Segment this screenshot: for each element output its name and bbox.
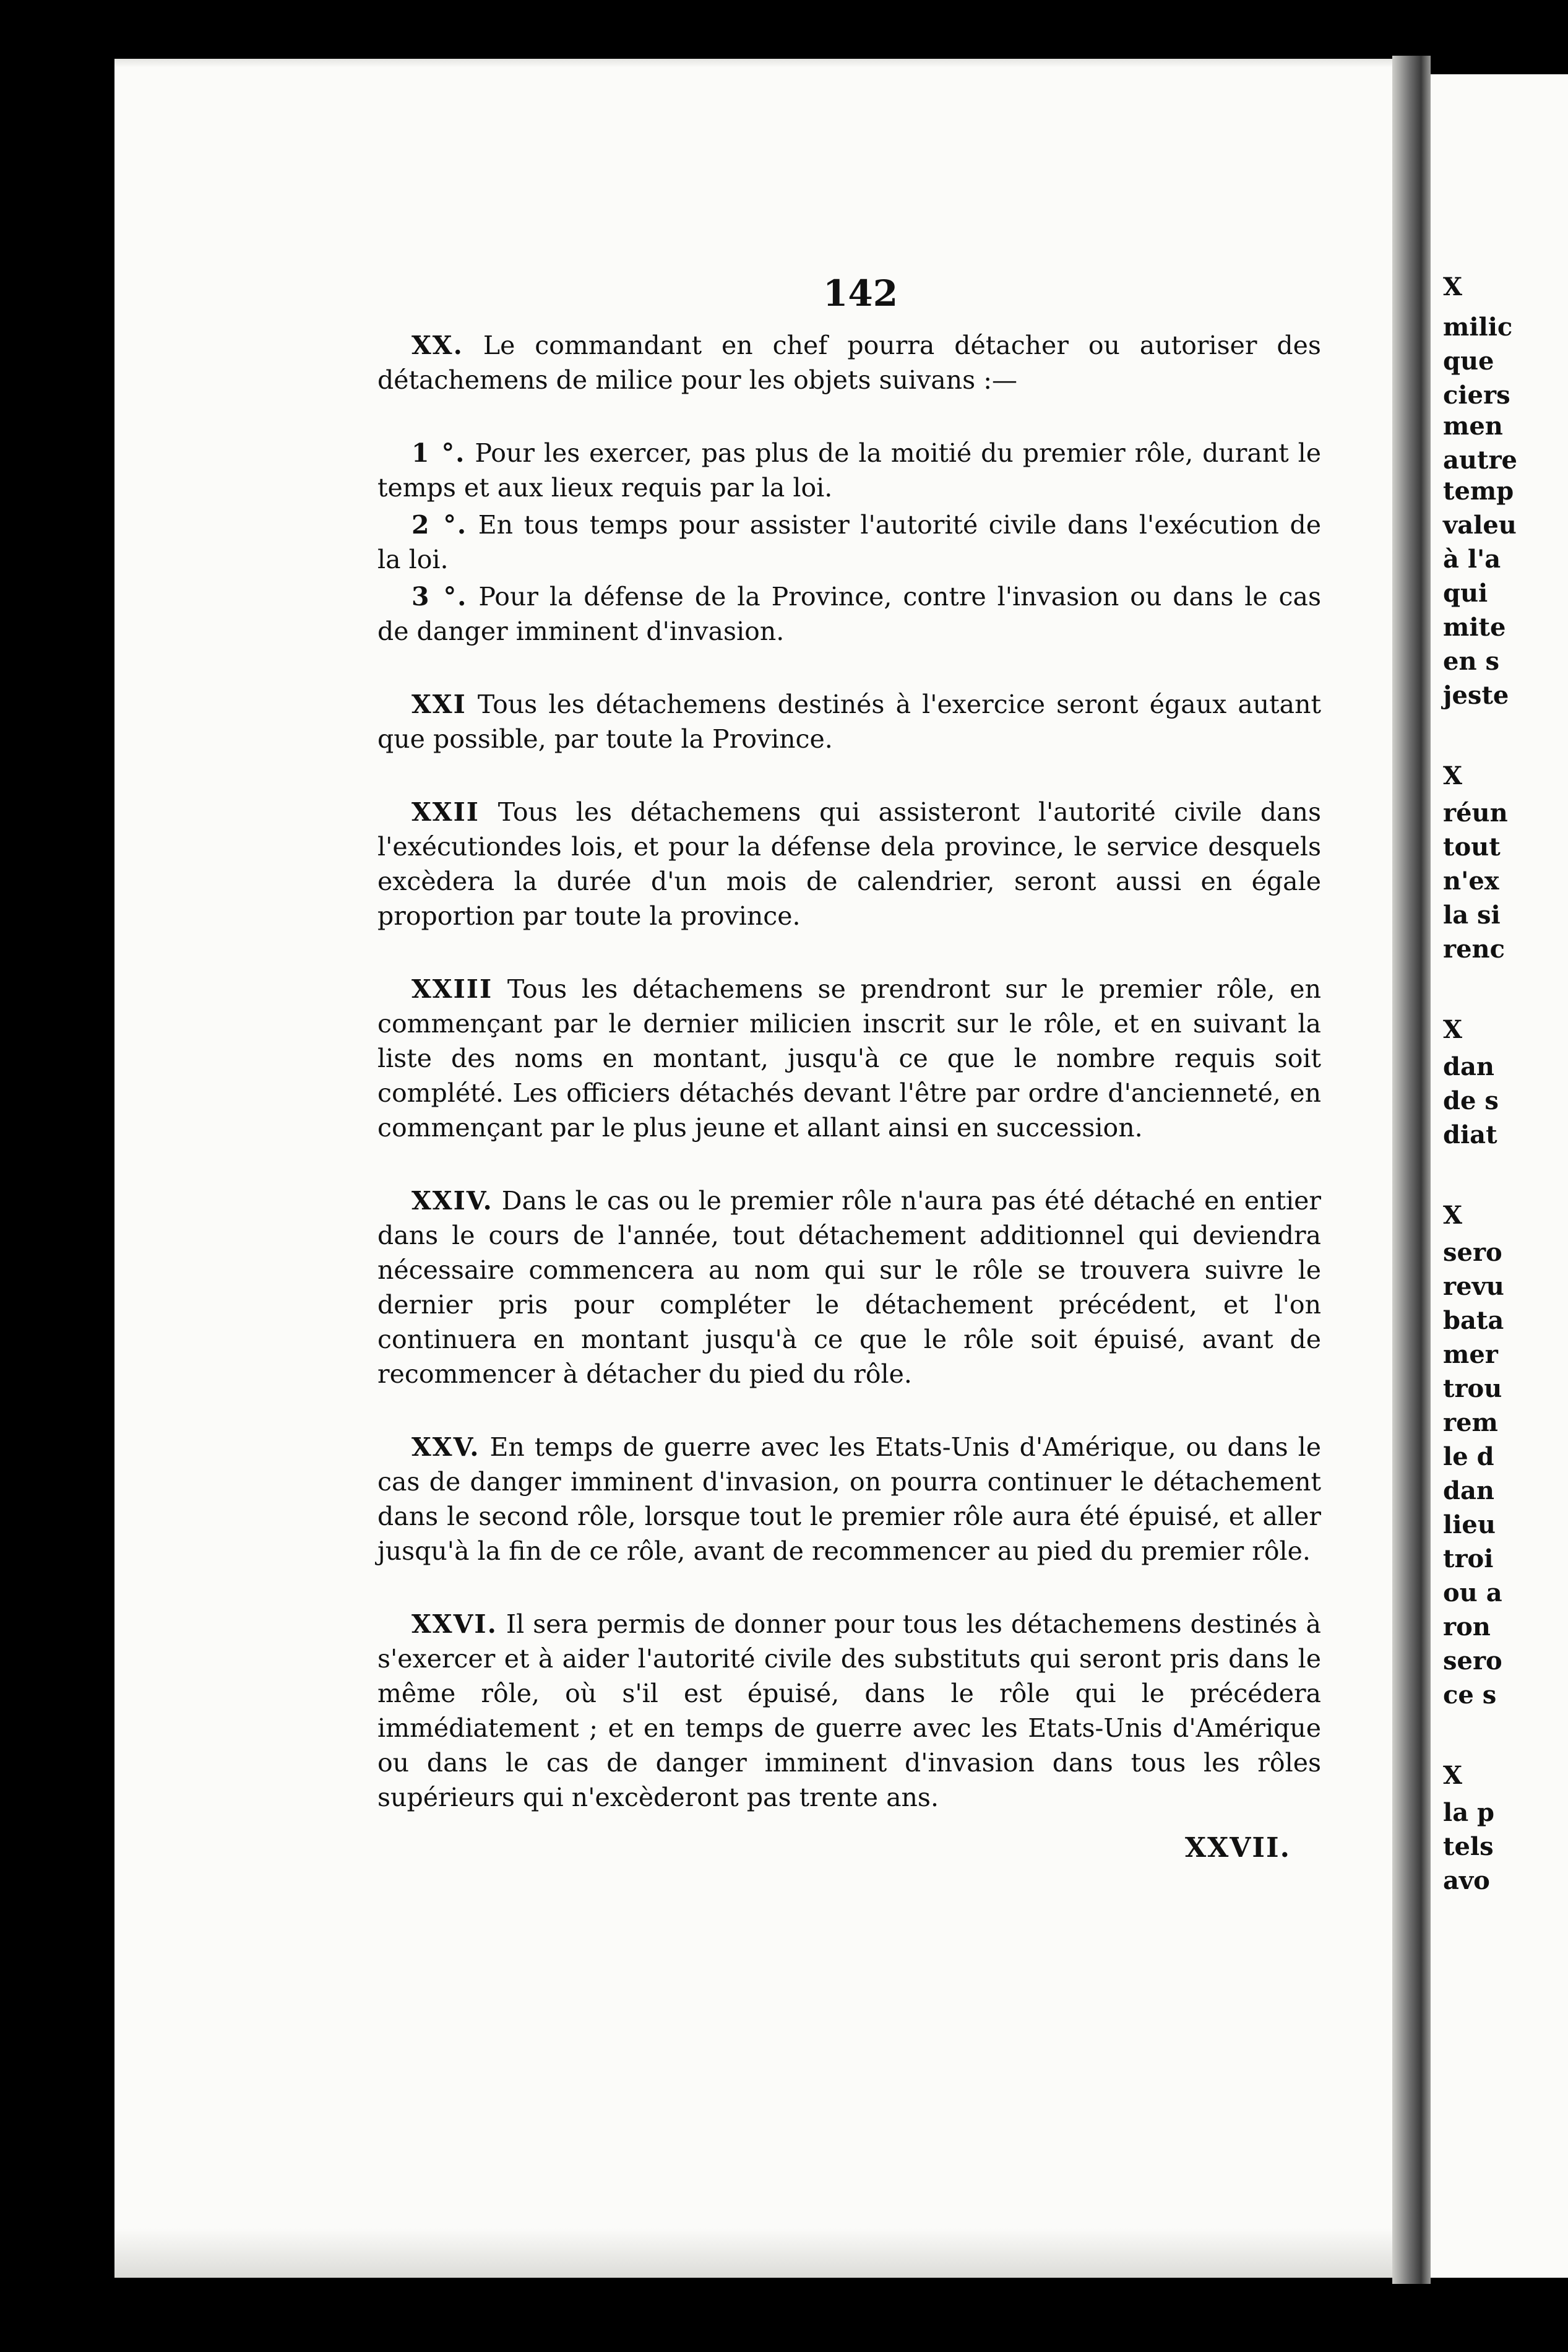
article-body: Tous les détachemens se prendront sur le premier rôle, en commençant par le dernier milicien inscrit sur le rôle, et en suivant la liste des noms en montant, jusqu'à ce que le nombre requis soit complété. Les officiers détachés devant l'être par ordre d'ancienneté, en commençant par le plus jeune et allant ainsi en succession. <box>377 974 1321 1143</box>
page-bottom-edge <box>114 2228 1408 2278</box>
facing-page-line: de s <box>1443 1086 1499 1115</box>
facing-page-line: mer <box>1443 1340 1498 1369</box>
article-body: Tous les détachemens qui assisteront l'autorité civile dans l'exécutiondes lois, et pour la défense dela province, le service desquels excèdera la durée d'un mois de calendrier, seront aussi en égale proportion par toute la province. <box>377 797 1321 931</box>
article-number: XX. <box>411 331 463 360</box>
article-xx <box>377 328 1321 397</box>
page-top-edge <box>114 59 1408 67</box>
facing-page-line: revu <box>1443 1272 1504 1301</box>
facing-page-line: troi <box>1443 1544 1494 1573</box>
article-xxiv <box>377 1183 1321 1391</box>
article-xxv <box>377 1430 1321 1568</box>
facing-page-line: ron <box>1443 1612 1491 1641</box>
facing-page-line: réun <box>1443 798 1508 828</box>
facing-page-line: qui <box>1443 579 1488 608</box>
article-body: Le commandant en chef pourra détacher ou autoriser des détachemens de milice pour les objets suivans :— <box>377 331 1321 395</box>
article-number: XXVI. <box>411 1609 498 1639</box>
facing-page <box>1431 74 1568 2278</box>
facing-page-line: milic <box>1443 313 1513 342</box>
facing-page-line: sero <box>1443 1646 1502 1675</box>
facing-page-line: temp <box>1443 477 1514 506</box>
facing-page-line: X <box>1443 1201 1463 1230</box>
catchword: XXVII. <box>1185 1832 1291 1864</box>
article-number: 2 °. <box>411 510 468 540</box>
facing-page-line: la p <box>1443 1798 1495 1827</box>
facing-page-line: en s <box>1443 647 1499 676</box>
article-number: XXIII <box>411 974 493 1004</box>
facing-page-line: jeste <box>1443 681 1509 710</box>
article-xxiii <box>377 972 1321 1145</box>
page-number: 142 <box>823 272 898 314</box>
facing-page-line: mite <box>1443 613 1506 642</box>
facing-page-line: dan <box>1443 1476 1494 1505</box>
facing-page-line: que <box>1443 347 1494 376</box>
facing-page-line: autre <box>1443 446 1517 475</box>
facing-page-line: X <box>1443 1761 1463 1790</box>
article-text-column <box>377 328 1321 1853</box>
facing-page-line: renc <box>1443 935 1505 964</box>
article-item-3 <box>377 579 1321 649</box>
article-number: XXII <box>411 797 480 827</box>
article-xxi <box>377 687 1321 756</box>
article-item-2 <box>377 508 1321 577</box>
article-body: Il sera permis de donner pour tous les détachemens destinés à s'exercer et à aider l'autorité civile des substituts qui seront pris dans le même rôle, où s'il est épuisé, dans le rôle qui le précédera immédiatement ; et en temps de guerre avec les Etats-Unis d'Amérique ou dans le cas de danger imminent d'invasion dans tous les rôles supérieurs qui n'excèderont pas trente ans. <box>377 1609 1321 1812</box>
article-xxvi <box>377 1607 1321 1815</box>
article-number: 1 °. <box>411 438 466 468</box>
article-body: Pour la défense de la Province, contre l'invasion ou dans le cas de danger imminent d'invasion. <box>377 582 1321 646</box>
article-number: XXV. <box>411 1432 480 1462</box>
article-item-1 <box>377 436 1321 505</box>
facing-page-line: tout <box>1443 832 1501 862</box>
facing-page-line: dan <box>1443 1052 1494 1081</box>
facing-page-line: bata <box>1443 1306 1504 1335</box>
facing-page-line: trou <box>1443 1374 1502 1403</box>
article-body: Dans le cas ou le premier rôle n'aura pas été détaché en entier dans le cours de l'année, tout détachement additionnel qui deviendra nécessaire commencera au nom qui sur le rôle se trouvera suivre le dernier pris pour compléter le détachement précédent, et l'on continuera en montant jusqu'à ce que le rôle soit épuisé, avant de recommencer à détacher du pied du rôle. <box>377 1186 1321 1389</box>
facing-page-line: tels <box>1443 1832 1494 1861</box>
facing-page-line: ou a <box>1443 1578 1502 1607</box>
facing-page-line: sero <box>1443 1238 1502 1267</box>
facing-page-line: ciers <box>1443 381 1510 410</box>
facing-page-line: le d <box>1443 1442 1494 1471</box>
article-number: XXI <box>411 690 467 719</box>
facing-page-line: à l'a <box>1443 545 1501 574</box>
book-spine-gutter <box>1392 56 1431 2284</box>
facing-page-line: X <box>1443 272 1463 301</box>
facing-page-line: n'ex <box>1443 867 1499 896</box>
facing-page-line: ce s <box>1443 1680 1497 1710</box>
article-xxii <box>377 795 1321 933</box>
facing-page-line: men <box>1443 412 1503 441</box>
article-number: 3 °. <box>411 582 468 612</box>
facing-page-line: X <box>1443 761 1463 790</box>
article-number: XXIV. <box>411 1186 493 1216</box>
article-body: En temps de guerre avec les Etats-Unis d'Amérique, ou dans le cas de danger imminent d'invasion, on pourra continuer le détachement dans le second rôle, lorsque tout le premier rôle aura été épuisé, et aller jusqu'à la fin de ce rôle, avant de recommencer au pied du premier rôle. <box>377 1432 1321 1566</box>
facing-page-line: avo <box>1443 1866 1490 1895</box>
facing-page-line: diat <box>1443 1120 1497 1149</box>
facing-page-line: X <box>1443 1015 1463 1044</box>
facing-page-line: la si <box>1443 901 1501 930</box>
article-body: Tous les détachemens destinés à l'exercice seront égaux autant que possible, par toute la Province. <box>377 690 1321 754</box>
article-body: En tous temps pour assister l'autorité civile dans l'exécution de la loi. <box>377 510 1321 574</box>
facing-page-line: valeu <box>1443 511 1517 540</box>
article-body: Pour les exercer, pas plus de la moitié du premier rôle, durant le temps et aux lieux requis par la loi. <box>377 438 1321 503</box>
facing-page-line: rem <box>1443 1408 1498 1437</box>
facing-page-line: lieu <box>1443 1510 1496 1539</box>
